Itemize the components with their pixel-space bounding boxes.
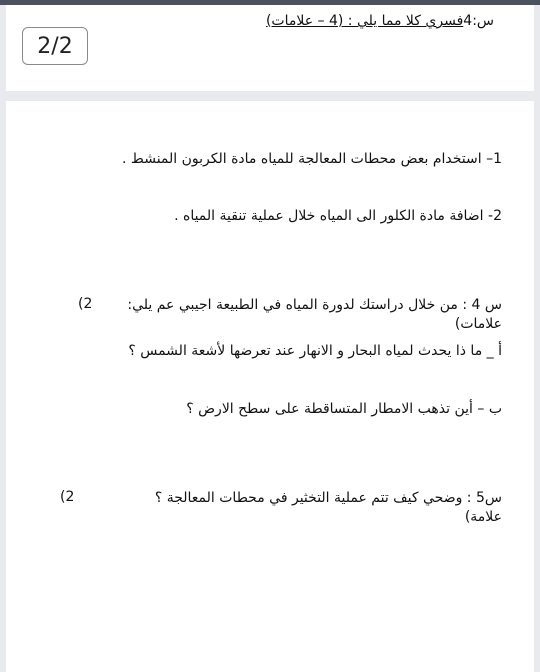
q5-line-1: س5 : وضحي كيف تتم عملية التخثير في محطات المعالجة ؟	[154, 490, 502, 506]
top-card	[6, 5, 534, 91]
q4-part-b: ب – أين تذهب الامطار المتساقطة على سطح الارض ؟	[186, 401, 502, 417]
item-1: 1– استخدام بعض محطات المعالجة للمياه مادة الكربون المنشط .	[122, 151, 502, 167]
q4-line-1: س 4 : من خلال دراستك لدورة المياه في الطبيعة اجيبي عم يلي:	[127, 297, 502, 313]
q4-line-2: علامات)	[454, 316, 502, 332]
question-4-header	[266, 12, 494, 30]
q5-marks: (2	[60, 489, 75, 505]
q4-part-a: أ _ ما ذا يحدث لمياه البحار و الانهار عند تعرضها لأشعة الشمس ؟	[128, 343, 502, 359]
header-label: س:4	[463, 13, 494, 29]
q5-line-2: علامة)	[464, 509, 502, 525]
item-2: 2- اضافة مادة الكلور الى المياه خلال عملية تنقية المياه .	[174, 208, 502, 224]
question-card	[6, 101, 534, 672]
page-indicator: 2/2	[22, 27, 88, 65]
header-underlined: فسري كلا مما يلي : (4 – علامات)	[265, 13, 464, 29]
q4-marks: (2	[78, 296, 93, 312]
